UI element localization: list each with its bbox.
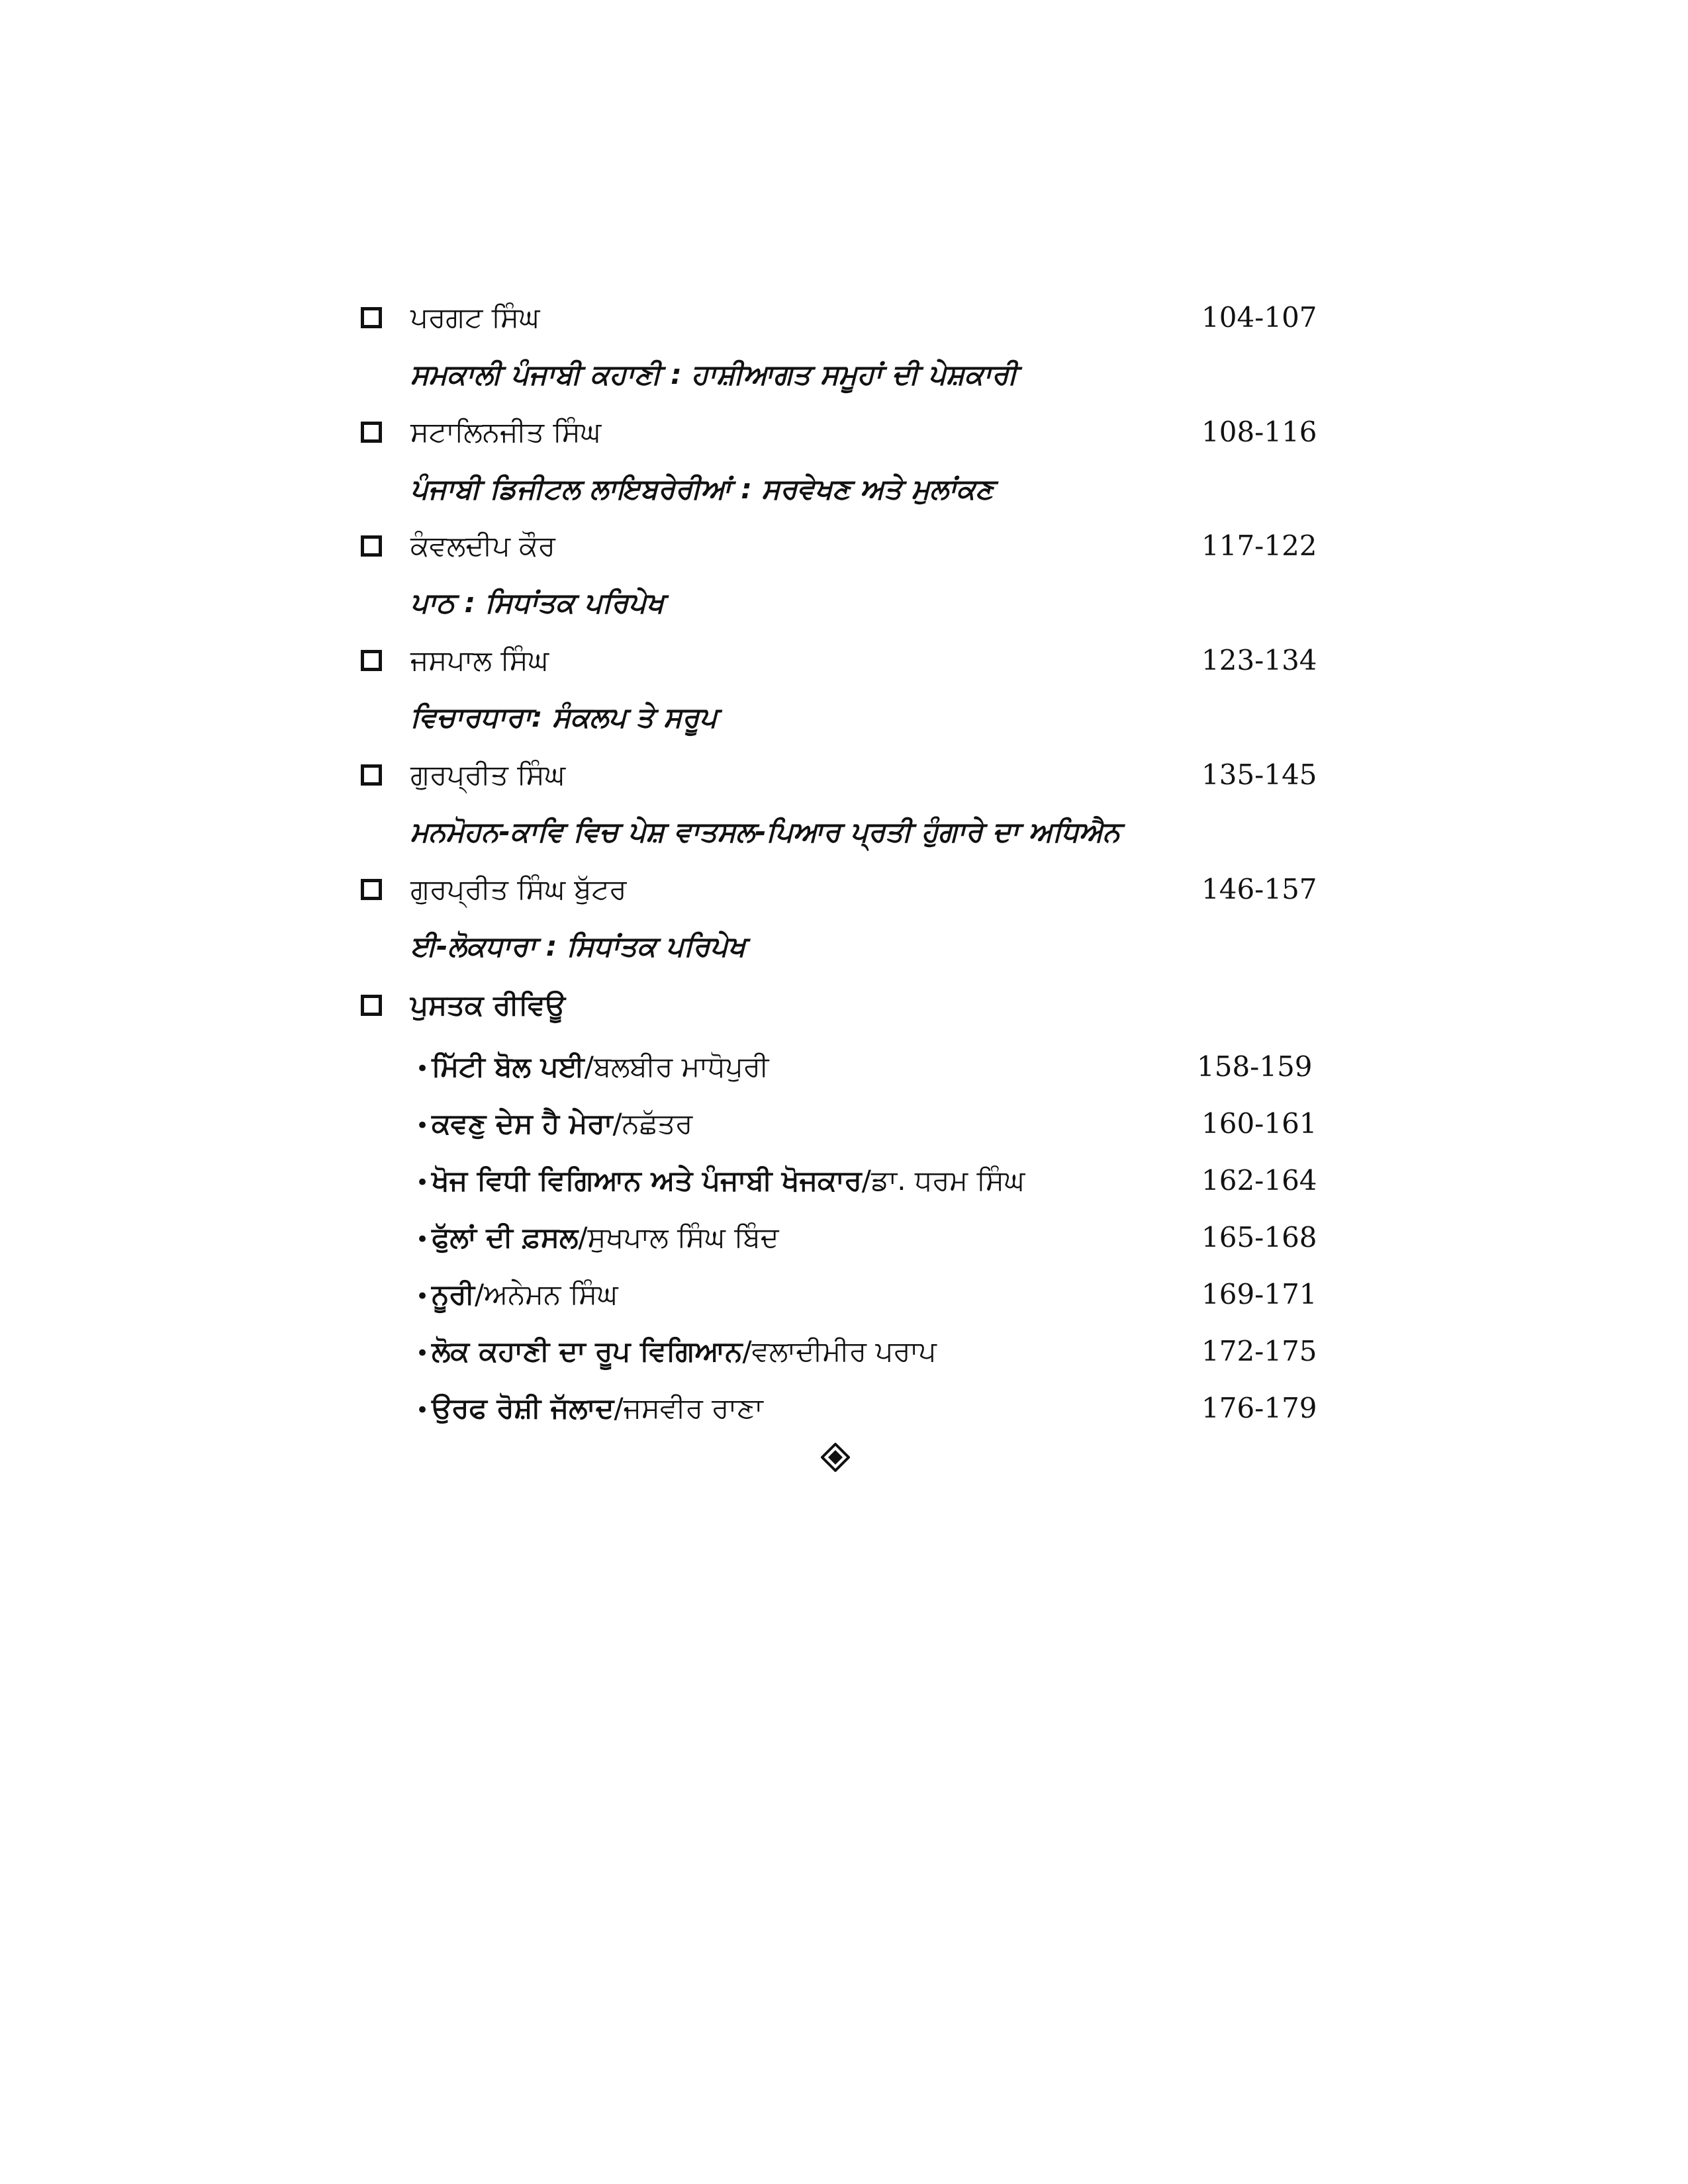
checkbox-square-icon: [361, 995, 382, 1016]
review-author: /ਬਲਬੀਰ ਮਾਧੋਪੁਰੀ: [584, 1050, 769, 1083]
review-item: [416, 1276, 618, 1315]
review-pages: 162-164: [1201, 1164, 1317, 1197]
checkbox-square-icon: [361, 650, 382, 671]
review-item: [416, 1333, 937, 1372]
review-row: [0, 1276, 1688, 1322]
bullet-icon: •: [416, 1056, 430, 1082]
checkbox-square-icon: [361, 764, 382, 786]
entry-author: ਜਸਪਾਲ ਸਿੰਘ: [410, 644, 549, 676]
review-title: ਫੁੱਲਾਂ ਦੀ ਫ਼ਸਲ: [432, 1221, 579, 1253]
review-pages: 160-161: [1201, 1107, 1317, 1140]
checkbox-square-icon: [361, 307, 382, 328]
entry-title: ਪੰਜਾਬੀ ਡਿਜੀਟਲ ਲਾਇਬਰੇਰੀਆਂ : ਸਰਵੇਖਣ ਅਤੇ ਮੁਲਾਂਕਣ: [410, 473, 994, 505]
entry-pages: 135-145: [1201, 758, 1317, 791]
entry-author-row: [0, 527, 1688, 574]
entry-author-row: [0, 414, 1688, 460]
entry-pages: 117-122: [1201, 529, 1317, 562]
review-pages: 176-179: [1201, 1392, 1317, 1424]
entry-author-row: [0, 871, 1688, 917]
section-title: ਪੁਸਤਕ ਰੀਵਿਊ: [410, 989, 566, 1021]
review-row: [0, 1333, 1688, 1379]
checkbox-square-icon: [361, 422, 382, 443]
entry-title-row: [0, 928, 1688, 974]
review-row: [0, 1048, 1688, 1095]
entry-author-row: [0, 299, 1688, 345]
review-item: [416, 1219, 779, 1258]
entry-title: ਮਨਮੋਹਨ-ਕਾਵਿ ਵਿਚ ਪੇਸ਼ ਵਾਤਸਲ-ਪਿਆਰ ਪ੍ਰਤੀ ਹੁੰਗਾਰੇ ਦਾ ਅਧਿਐਨ: [410, 815, 1121, 848]
bullet-icon: •: [416, 1113, 430, 1139]
review-pages: 158-159: [1197, 1050, 1313, 1083]
review-row: [0, 1105, 1688, 1152]
review-row: [0, 1162, 1688, 1208]
review-title: ਲੋਕ ਕਹਾਣੀ ਦਾ ਰੂਪ ਵਿਗਿਆਨ: [432, 1335, 743, 1367]
section-heading-row: [0, 987, 1688, 1033]
review-item: [416, 1048, 769, 1087]
review-row: [0, 1390, 1688, 1436]
diamond-ornament-icon: [821, 1443, 850, 1472]
bullet-icon: •: [416, 1283, 430, 1310]
entry-title: ਵਿਚਾਰਧਾਰਾ: ਸੰਕਲਪ ਤੇ ਸਰੂਪ: [410, 701, 718, 733]
entry-title-row: [0, 699, 1688, 745]
entry-title-row: [0, 813, 1688, 860]
checkbox-square-icon: [361, 879, 382, 900]
bullet-icon: •: [416, 1169, 430, 1196]
entry-title: ਈ-ਲੋਕਧਾਰਾ : ਸਿਧਾਂਤਕ ਪਰਿਪੇਖ: [410, 930, 746, 962]
review-author: /ਸੁਖਪਾਲ ਸਿੰਘ ਬਿੰਦ: [578, 1221, 779, 1253]
review-author: /ਵਲਾਦੀਮੀਰ ਪਰਾਪ: [742, 1335, 937, 1367]
entry-author: ਸਟਾਲਿਨਜੀਤ ਸਿੰਘ: [410, 416, 602, 448]
review-title: ਉਰਫ ਰੋਸ਼ੀ ਜੱਲਾਦ: [432, 1392, 614, 1424]
entry-title: ਪਾਠ : ਸਿਧਾਂਤਕ ਪਰਿਪੇਖ: [410, 586, 665, 619]
entry-pages: 123-134: [1201, 644, 1317, 676]
review-title: ਨੂਰੀ: [432, 1278, 475, 1310]
review-author: /ਜਸਵੀਰ ਰਾਣਾ: [614, 1392, 763, 1424]
review-item: [416, 1390, 763, 1429]
checkbox-square-icon: [361, 535, 382, 557]
entry-author-row: [0, 642, 1688, 688]
entry-author: ਕੰਵਲਦੀਪ ਕੌਰ: [410, 529, 555, 562]
review-author: /ਡਾ. ਧਰਮ ਸਿੰਘ: [861, 1164, 1025, 1197]
review-item: [416, 1162, 1025, 1201]
review-title: ਕਵਣੁ ਦੇਸ ਹੈ ਮੇਰਾ: [432, 1107, 613, 1140]
review-title: ਖੋਜ ਵਿਧੀ ਵਿਗਿਆਨ ਅਤੇ ਪੰਜਾਬੀ ਖੋਜਕਾਰ: [432, 1164, 862, 1197]
entry-title: ਸਮਕਾਲੀ ਪੰਜਾਬੀ ਕਹਾਣੀ : ਹਾਸ਼ੀਆਗਤ ਸਮੂਹਾਂ ਦੀ ਪੇਸ਼ਕਾਰੀ: [410, 358, 1017, 390]
review-item: [416, 1105, 692, 1144]
review-author: /ਨਛੱਤਰ: [612, 1107, 693, 1140]
entry-title-row: [0, 471, 1688, 517]
review-title: ਮਿੱਟੀ ਬੋਲ ਪਈ: [432, 1050, 585, 1083]
bullet-icon: •: [416, 1226, 430, 1253]
entry-author: ਗੁਰਪ੍ਰੀਤ ਸਿੰਘ: [410, 758, 566, 791]
review-pages: 169-171: [1201, 1278, 1317, 1310]
entry-title-row: [0, 356, 1688, 402]
entry-pages: 146-157: [1201, 873, 1317, 905]
entry-author: ਗੁਰਪ੍ਰੀਤ ਸਿੰਘ ਬੁੱਟਰ: [410, 873, 627, 905]
entry-author: ਪਰਗਟ ਸਿੰਘ: [410, 301, 540, 334]
review-pages: 165-168: [1201, 1221, 1317, 1253]
review-pages: 172-175: [1201, 1335, 1317, 1367]
entry-pages: 104-107: [1201, 301, 1317, 334]
entry-pages: 108-116: [1201, 416, 1317, 448]
bullet-icon: •: [416, 1397, 430, 1424]
entry-author-row: [0, 756, 1688, 803]
review-row: [0, 1219, 1688, 1265]
entry-title-row: [0, 584, 1688, 631]
bullet-icon: •: [416, 1340, 430, 1367]
review-author: /ਅਨੇਮਨ ਸਿੰਘ: [475, 1278, 618, 1310]
